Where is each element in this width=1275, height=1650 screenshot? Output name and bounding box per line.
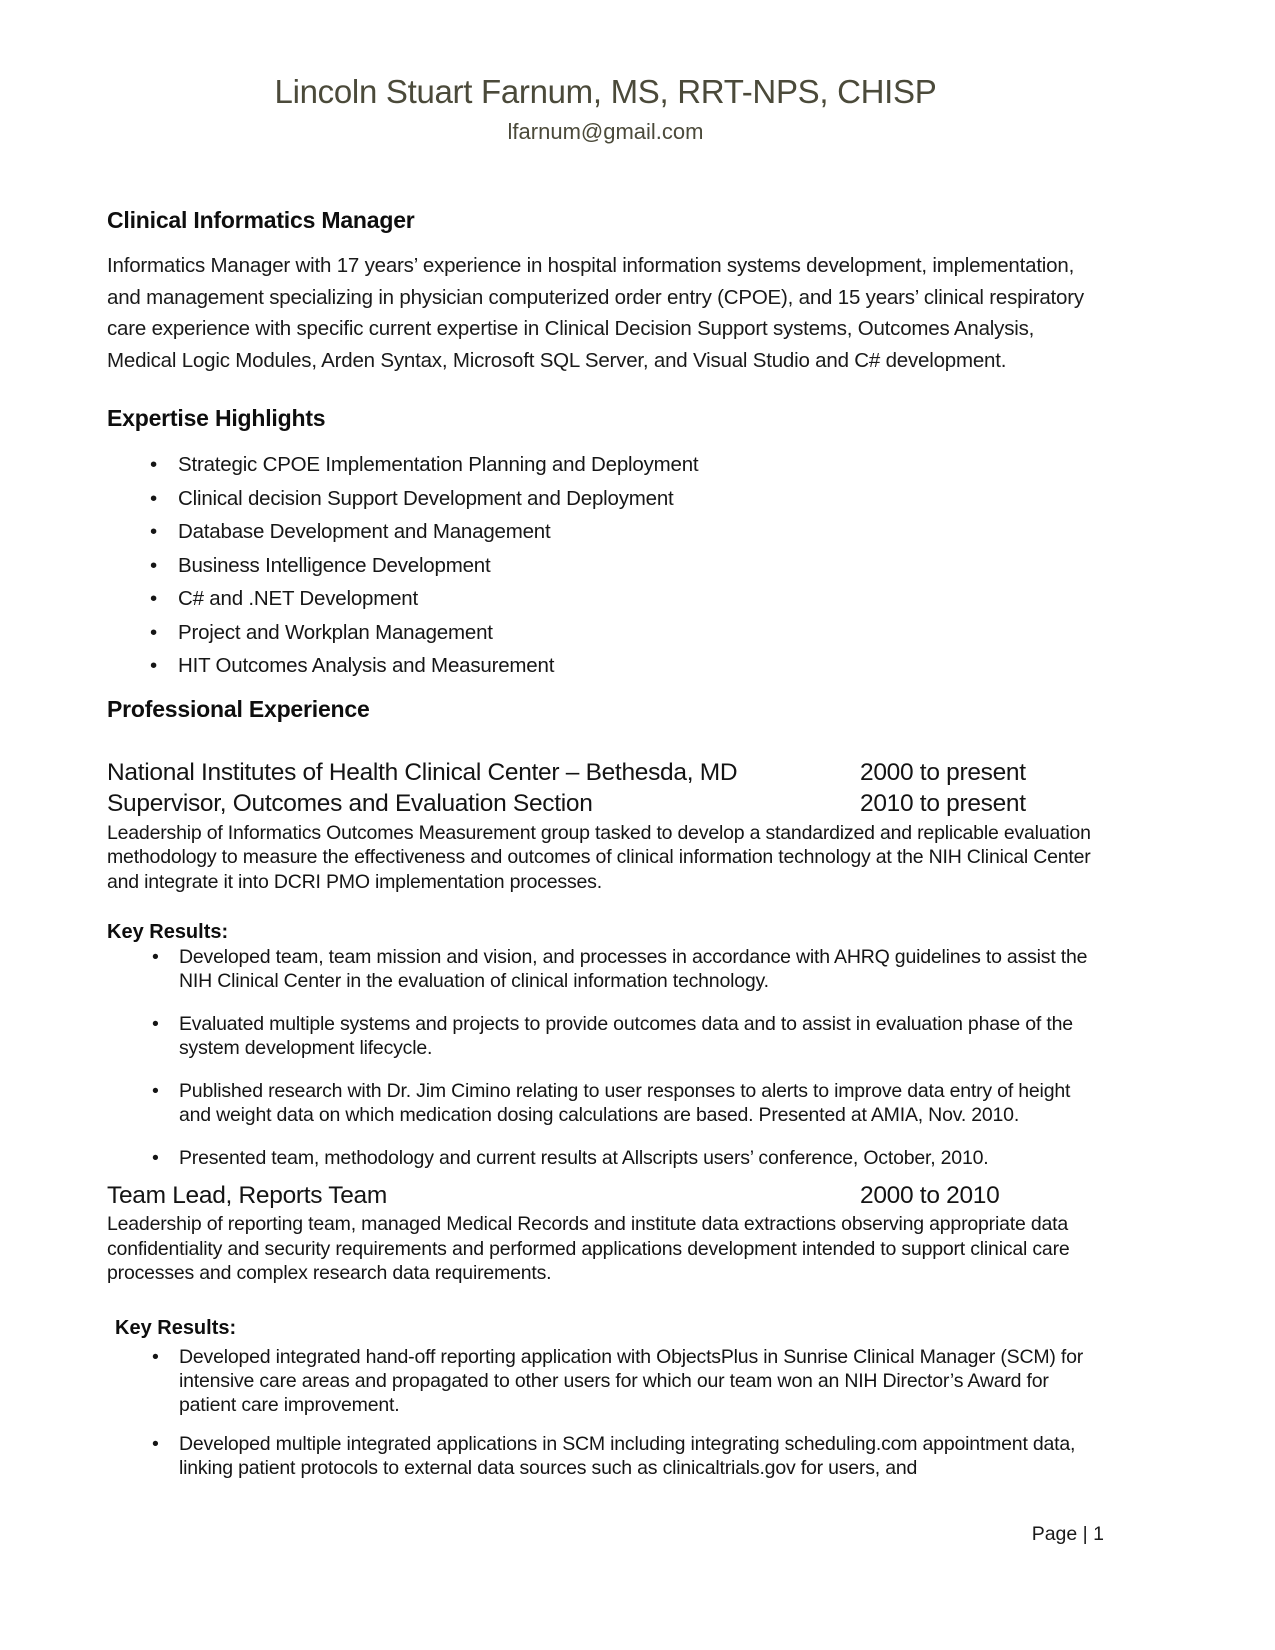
expertise-item: • Strategic CPOE Implementation Planning and Deployment — [107, 448, 1104, 482]
role-description: Leadership of Informatics Outcomes Measurement group tasked to develop a standardized and replicable evaluation methodology to measure the effectiveness and outcomes of clinical information technology at the NIH Clinical Center and integrate it into DCRI PMO implementation processes. — [107, 821, 1091, 893]
key-results-list — [107, 945, 1104, 1170]
employer-dates: 2000 to present — [860, 758, 1026, 786]
job-header-nih — [107, 757, 1104, 819]
role-line — [107, 1181, 1104, 1211]
expertise-item: • HIT Outcomes Analysis and Measurement — [107, 649, 1104, 683]
key-results-label: Key Results: — [115, 1316, 237, 1339]
expertise-item: • Business Intelligence Development — [107, 549, 1104, 583]
key-result-item: • Developed integrated hand-off reporting application with ObjectsPlus in Sunrise Clinical Manager (SCM) for intensive care areas and propagated to other users for which our team won an NIH Director’s Award for patient care improvement. — [107, 1345, 1104, 1417]
employer-line — [107, 757, 1104, 788]
expertise-item: • Clinical decision Support Development and Deployment — [107, 482, 1104, 516]
experience-heading: Professional Experience — [107, 695, 370, 722]
key-result-item: • Presented team, methodology and current results at Allscripts users’ conference, October, 2010. — [107, 1146, 1104, 1170]
page-number: Page | 1 — [1031, 1523, 1104, 1545]
expertise-item: • C# and .NET Development — [107, 582, 1104, 616]
role-dates: 2010 to present — [860, 789, 1026, 817]
role-line — [107, 788, 1104, 819]
candidate-email: lfarnum@gmail.com — [507, 119, 704, 144]
expertise-item: • Database Development and Management — [107, 515, 1104, 549]
job-header-team-lead — [107, 1181, 1104, 1211]
document-header — [107, 74, 1104, 146]
key-result-item: • Published research with Dr. Jim Cimino relating to user responses to alerts to improve data entry of height and weight data on which medication dosing calculations are based. Presented at AMIA, Nov. 2010. — [107, 1079, 1104, 1127]
role-dates: 2000 to 2010 — [860, 1182, 1000, 1209]
summary-heading: Clinical Informatics Manager — [107, 207, 415, 233]
expertise-item: • Project and Workplan Management — [107, 616, 1104, 650]
role-description: Leadership of reporting team, managed Medical Records and institute data extractions observing appropriate data confidentiality and security requirements and performed applications development intended to support clinical care processes and complex research data requirements. — [107, 1213, 1070, 1284]
key-result-item: • Evaluated multiple systems and projects to provide outcomes data and to assist in evaluation phase of the system development lifecycle. — [107, 1012, 1104, 1060]
expertise-heading: Expertise Highlights — [107, 405, 326, 431]
role-title: Supervisor, Outcomes and Evaluation Section — [107, 789, 593, 817]
key-result-item: • Developed team, team mission and vision, and processes in accordance with AHRQ guidelines to assist the NIH Clinical Center in the evaluation of clinical information technology. — [107, 945, 1104, 993]
candidate-name: Lincoln Stuart Farnum, MS, RRT-NPS, CHISP — [274, 73, 937, 110]
employer-name: National Institutes of Health Clinical Center – Bethesda, MD — [107, 758, 738, 786]
summary-text: Informatics Manager with 17 years’ experience in hospital information systems development, implementation, and management specializing in physician computerized order entry (CPOE), and 15 years’ clinical respiratory care experience with specific current expertise in Clinical Decision Support systems, Outcomes Analysis, Medical Logic Modules, Arden Syntax, Microsoft SQL Server, and Visual Studio and C# development. — [107, 254, 1084, 372]
expertise-list — [107, 448, 1104, 683]
key-results-label: Key Results: — [107, 921, 229, 943]
role-title: Team Lead, Reports Team — [107, 1182, 387, 1209]
key-results-list — [107, 1345, 1104, 1480]
key-result-item: • Developed multiple integrated applications in SCM including integrating scheduling.com appointment data, linking patient protocols to external data sources such as clinicaltrials.gov for users, and — [107, 1432, 1104, 1480]
